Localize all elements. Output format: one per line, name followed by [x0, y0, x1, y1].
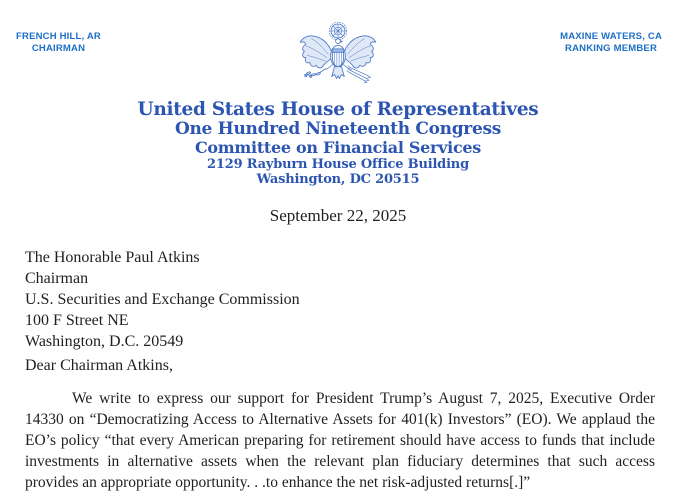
chairman-title: CHAIRMAN [31, 43, 86, 54]
body-paragraph: We write to express our support for President Trump’s August 7, 2025, Executive Order 14330 on “Democratizing Access to Alternative Assets for 401(k) Investors” (EO). We applaud the EO’s policy “that every American preparing for retirement should have access to funds that include investments in alternative assets when the relevant plan fiduciary determines that such access provides an appropriate opportunity. . .to enhance the net risk-adjusted returns[.]” [25, 390, 655, 491]
recipient-agency: U.S. Securities and Exchange Commission [25, 291, 300, 308]
great-seal-eagle-icon [296, 13, 380, 105]
ranking-member-block [560, 31, 662, 55]
recipient-city: Washington, D.C. 20549 [25, 333, 184, 350]
org-line-building: 2129 Rayburn House Office Building [207, 157, 469, 172]
org-line-house: United States House of Representatives [137, 99, 539, 120]
recipient-address-block [25, 247, 300, 352]
ranking-member-name: MAXINE WATERS, CA [560, 31, 662, 42]
letter-date: September 22, 2025 [269, 206, 407, 225]
recipient-title: Chairman [25, 270, 89, 287]
chairman-block [16, 31, 101, 55]
letterhead-heading [0, 99, 676, 187]
salutation: Dear Chairman Atkins, [25, 357, 173, 374]
chairman-name: FRENCH HILL, AR [16, 31, 101, 42]
recipient-street: 100 F Street NE [25, 312, 129, 329]
org-line-congress: One Hundred Nineteenth Congress [174, 119, 502, 139]
org-line-committee: Committee on Financial Services [194, 138, 481, 157]
recipient-name: The Honorable Paul Atkins [25, 249, 200, 266]
org-line-city: Washington, DC 20515 [256, 172, 420, 187]
ranking-member-title: RANKING MEMBER [565, 43, 658, 54]
